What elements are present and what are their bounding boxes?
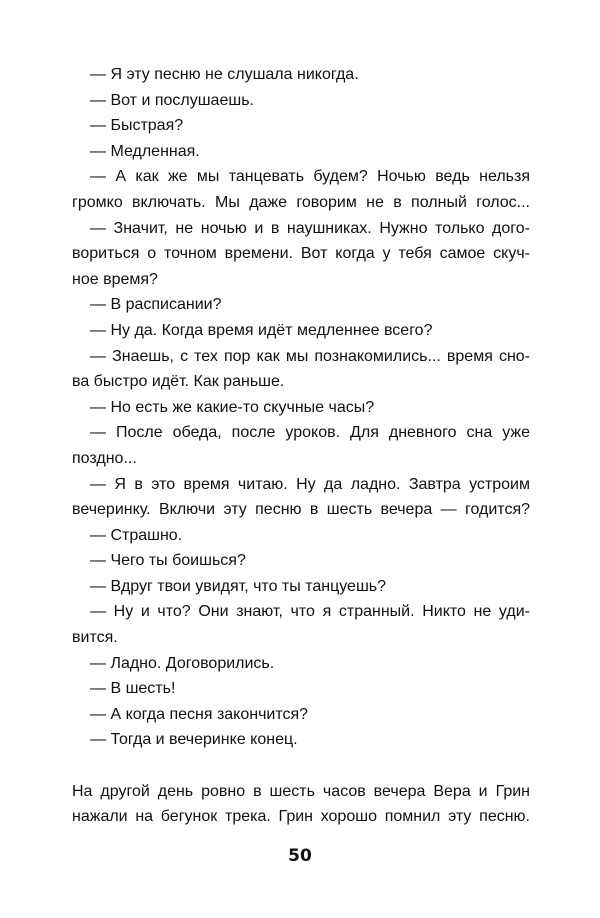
dialogue-line: вечеринку. Включи эту песню в шесть вечера — годится?: [72, 501, 530, 519]
dialogue-line: вориться о точном времени. Вот когда у тебя самое скуч-: [72, 245, 530, 263]
dialogue-line: поздно...: [72, 449, 137, 467]
dialogue-line: — Страшно.: [90, 526, 183, 544]
paragraph-gap: [72, 753, 530, 779]
dialogue-line: — Ну да. Когда время идёт медленнее всего?: [90, 321, 433, 339]
dialogue-line: — Знаешь, с тех пор как мы познакомились... время сно-: [90, 347, 530, 365]
dialogue-line: ва быстро идёт. Как раньше.: [72, 373, 285, 391]
dialogue-line: громко включать. Мы даже говорим не в полный голос...: [72, 193, 530, 211]
dialogue-line: — Ладно. Договорились.: [90, 654, 275, 672]
dialogue-line: — Я эту песню не слушала никогда.: [90, 66, 359, 83]
dialogue-line: — Ну и что? Они знают, что я странный. Никто не уди-: [90, 603, 530, 621]
dialogue-line: ное время?: [72, 270, 158, 288]
dialogue-line: — Тогда и вечеринке конец.: [90, 731, 298, 749]
dialogue-line: — Но есть же какие-то скучные часы?: [90, 398, 375, 416]
dialogue-line: — Я в это время читаю. Ну да ладно. Завтра устроим: [90, 475, 530, 493]
page-number: 50: [288, 846, 312, 866]
book-page-text: [72, 62, 530, 830]
dialogue-line: — Значит, не ночью и в наушниках. Нужно только дого-: [90, 219, 530, 237]
dialogue-line: — В шесть!: [90, 680, 176, 698]
dialogue-line: — В расписании?: [90, 296, 222, 314]
dialogue-line: — А когда песня закончится?: [90, 705, 309, 723]
dialogue-line: — Вот и послушаешь.: [90, 91, 254, 109]
dialogue-line: — После обеда, после уроков. Для дневного сна уже: [90, 424, 530, 442]
dialogue-line: — Медленная.: [90, 142, 200, 160]
dialogue-line: — Вдруг твои увидят, что ты танцуешь?: [90, 577, 387, 595]
dialogue-line: — А как же мы танцевать будем? Ночью ведь нельзя: [90, 168, 530, 186]
dialogue-line: вится.: [72, 629, 118, 647]
narration-line: На другой день ровно в шесть часов вечера Вера и Грин: [72, 782, 530, 800]
narration-line: нажали на бегунок трека. Грин хорошо помнил эту песню.: [72, 808, 530, 826]
dialogue-line: — Быстрая?: [90, 117, 184, 135]
dialogue-line: — Чего ты боишься?: [90, 552, 246, 570]
